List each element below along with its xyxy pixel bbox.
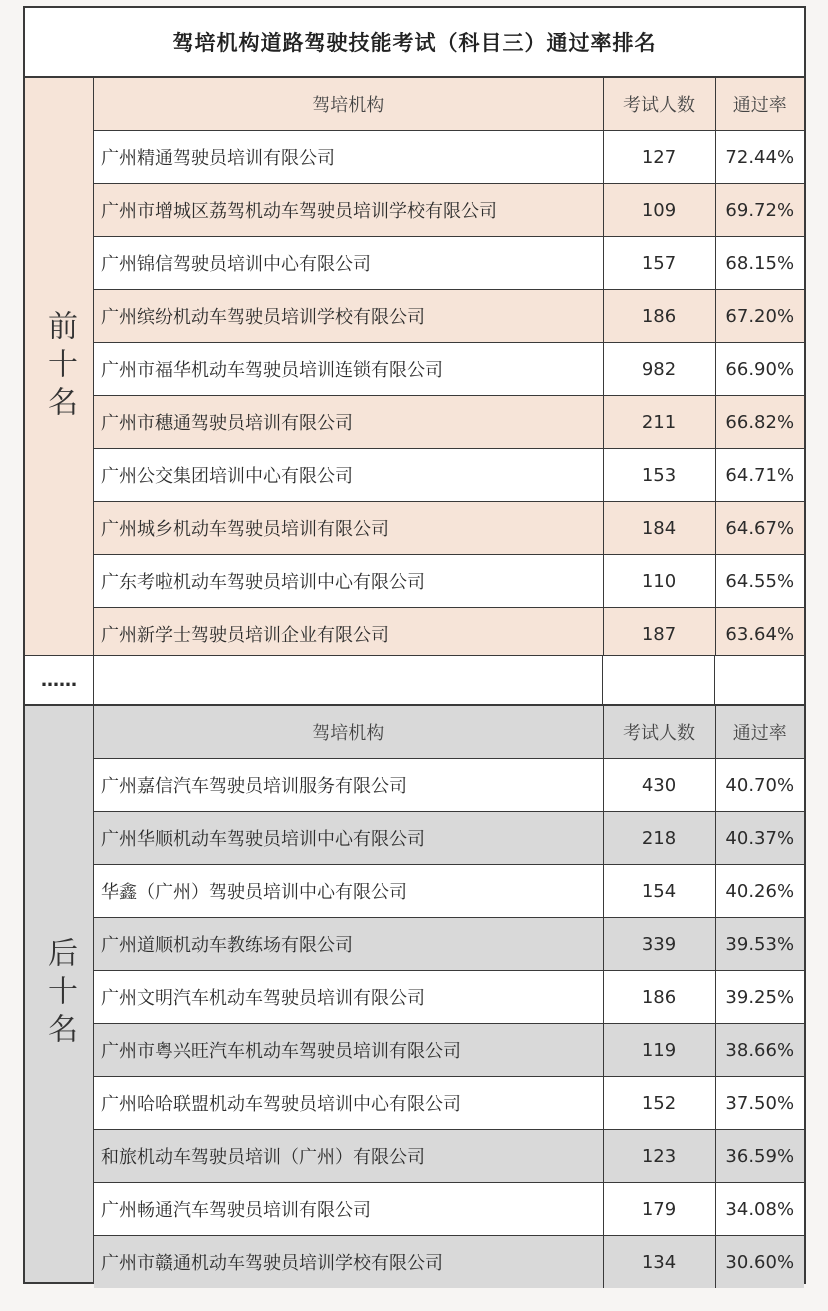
exam-count: 982 <box>603 343 715 396</box>
exam-count: 123 <box>603 1130 715 1183</box>
exam-count: 430 <box>603 759 715 812</box>
school-name: 广州道顺机动车教练场有限公司 <box>94 918 603 971</box>
pass-rate: 30.60% <box>715 1236 804 1289</box>
table-row <box>94 759 804 812</box>
exam-count: 218 <box>603 812 715 865</box>
table-row <box>94 1130 804 1183</box>
bottom-ten-label: 后十名 <box>42 937 77 1051</box>
school-name: 广州畅通汽车驾驶员培训有限公司 <box>94 1183 603 1236</box>
exam-count: 154 <box>603 865 715 918</box>
pass-rate: 66.82% <box>715 396 804 449</box>
exam-count: 119 <box>603 1024 715 1077</box>
pass-rate: 39.53% <box>715 918 804 971</box>
pass-rate: 64.67% <box>715 502 804 555</box>
table-row <box>94 865 804 918</box>
pass-rate: 69.72% <box>715 184 804 237</box>
exam-count: 110 <box>603 555 715 608</box>
table-row <box>94 1236 804 1289</box>
table-row <box>94 1183 804 1236</box>
ellipsis-mark: …… <box>25 656 94 704</box>
top-ten-side <box>25 78 94 655</box>
exam-count: 134 <box>603 1236 715 1289</box>
ellipsis-row <box>25 655 804 706</box>
pass-rate: 40.37% <box>715 812 804 865</box>
pass-rate: 34.08% <box>715 1183 804 1236</box>
pass-rate: 36.59% <box>715 1130 804 1183</box>
bottom-ten-side <box>25 706 94 1282</box>
school-name: 广州市赣通机动车驾驶员培训学校有限公司 <box>94 1236 603 1289</box>
page-title: 驾培机构道路驾驶技能考试（科目三）通过率排名 <box>25 8 804 78</box>
table-row <box>94 396 804 449</box>
pass-rate: 68.15% <box>715 237 804 290</box>
exam-count: 186 <box>603 290 715 343</box>
exam-count: 152 <box>603 1077 715 1130</box>
school-name: 广州哈哈联盟机动车驾驶员培训中心有限公司 <box>94 1077 603 1130</box>
top-ten-label: 前十名 <box>42 309 77 424</box>
header-name: 驾培机构 <box>94 706 603 759</box>
school-name: 广州市穗通驾驶员培训有限公司 <box>94 396 603 449</box>
exam-count: 187 <box>603 608 715 661</box>
pass-rate: 39.25% <box>715 971 804 1024</box>
school-name: 广州嘉信汽车驾驶员培训服务有限公司 <box>94 759 603 812</box>
school-name: 广州缤纷机动车驾驶员培训学校有限公司 <box>94 290 603 343</box>
school-name: 广州市粤兴旺汽车机动车驾驶员培训有限公司 <box>94 1024 603 1077</box>
school-name: 广州华顺机动车驾驶员培训中心有限公司 <box>94 812 603 865</box>
table-row <box>94 608 804 661</box>
ellipsis-empty-cell <box>94 656 603 704</box>
exam-count: 153 <box>603 449 715 502</box>
header-count: 考试人数 <box>603 706 715 759</box>
table-row <box>94 812 804 865</box>
exam-count: 109 <box>603 184 715 237</box>
table-row <box>94 1077 804 1130</box>
exam-count: 339 <box>603 918 715 971</box>
exam-count: 157 <box>603 237 715 290</box>
table-header-row <box>94 706 804 759</box>
ellipsis-empty-cell <box>715 656 804 704</box>
table-row <box>94 237 804 290</box>
exam-count: 186 <box>603 971 715 1024</box>
pass-rate: 66.90% <box>715 343 804 396</box>
top-ten-table <box>94 78 804 660</box>
header-rate: 通过率 <box>715 706 804 759</box>
pass-rate: 72.44% <box>715 131 804 184</box>
table-row <box>94 918 804 971</box>
school-name: 广州新学士驾驶员培训企业有限公司 <box>94 608 603 661</box>
table-row <box>94 131 804 184</box>
school-name: 广州文明汽车机动车驾驶员培训有限公司 <box>94 971 603 1024</box>
header-name: 驾培机构 <box>94 78 603 131</box>
table-row <box>94 1024 804 1077</box>
school-name: 广东考啦机动车驾驶员培训中心有限公司 <box>94 555 603 608</box>
bottom-ten-section <box>25 706 804 1282</box>
header-count: 考试人数 <box>603 78 715 131</box>
bottom-ten-table <box>94 706 804 1288</box>
table-row <box>94 184 804 237</box>
ranking-sheet <box>23 6 806 1284</box>
pass-rate: 64.71% <box>715 449 804 502</box>
table-row <box>94 290 804 343</box>
pass-rate: 64.55% <box>715 555 804 608</box>
table-row <box>94 449 804 502</box>
pass-rate: 40.26% <box>715 865 804 918</box>
school-name: 广州城乡机动车驾驶员培训有限公司 <box>94 502 603 555</box>
school-name: 广州市福华机动车驾驶员培训连锁有限公司 <box>94 343 603 396</box>
exam-count: 127 <box>603 131 715 184</box>
exam-count: 211 <box>603 396 715 449</box>
exam-count: 179 <box>603 1183 715 1236</box>
pass-rate: 63.64% <box>715 608 804 661</box>
school-name: 广州市增城区荔驾机动车驾驶员培训学校有限公司 <box>94 184 603 237</box>
pass-rate: 40.70% <box>715 759 804 812</box>
school-name: 广州锦信驾驶员培训中心有限公司 <box>94 237 603 290</box>
table-row <box>94 555 804 608</box>
pass-rate: 37.50% <box>715 1077 804 1130</box>
school-name: 广州公交集团培训中心有限公司 <box>94 449 603 502</box>
top-ten-section <box>25 78 804 655</box>
table-row <box>94 502 804 555</box>
exam-count: 184 <box>603 502 715 555</box>
school-name: 华鑫（广州）驾驶员培训中心有限公司 <box>94 865 603 918</box>
table-row <box>94 971 804 1024</box>
ellipsis-empty-cell <box>603 656 715 704</box>
school-name: 广州精通驾驶员培训有限公司 <box>94 131 603 184</box>
header-rate: 通过率 <box>715 78 804 131</box>
school-name: 和旅机动车驾驶员培训（广州）有限公司 <box>94 1130 603 1183</box>
table-row <box>94 343 804 396</box>
pass-rate: 67.20% <box>715 290 804 343</box>
table-header-row <box>94 78 804 131</box>
pass-rate: 38.66% <box>715 1024 804 1077</box>
